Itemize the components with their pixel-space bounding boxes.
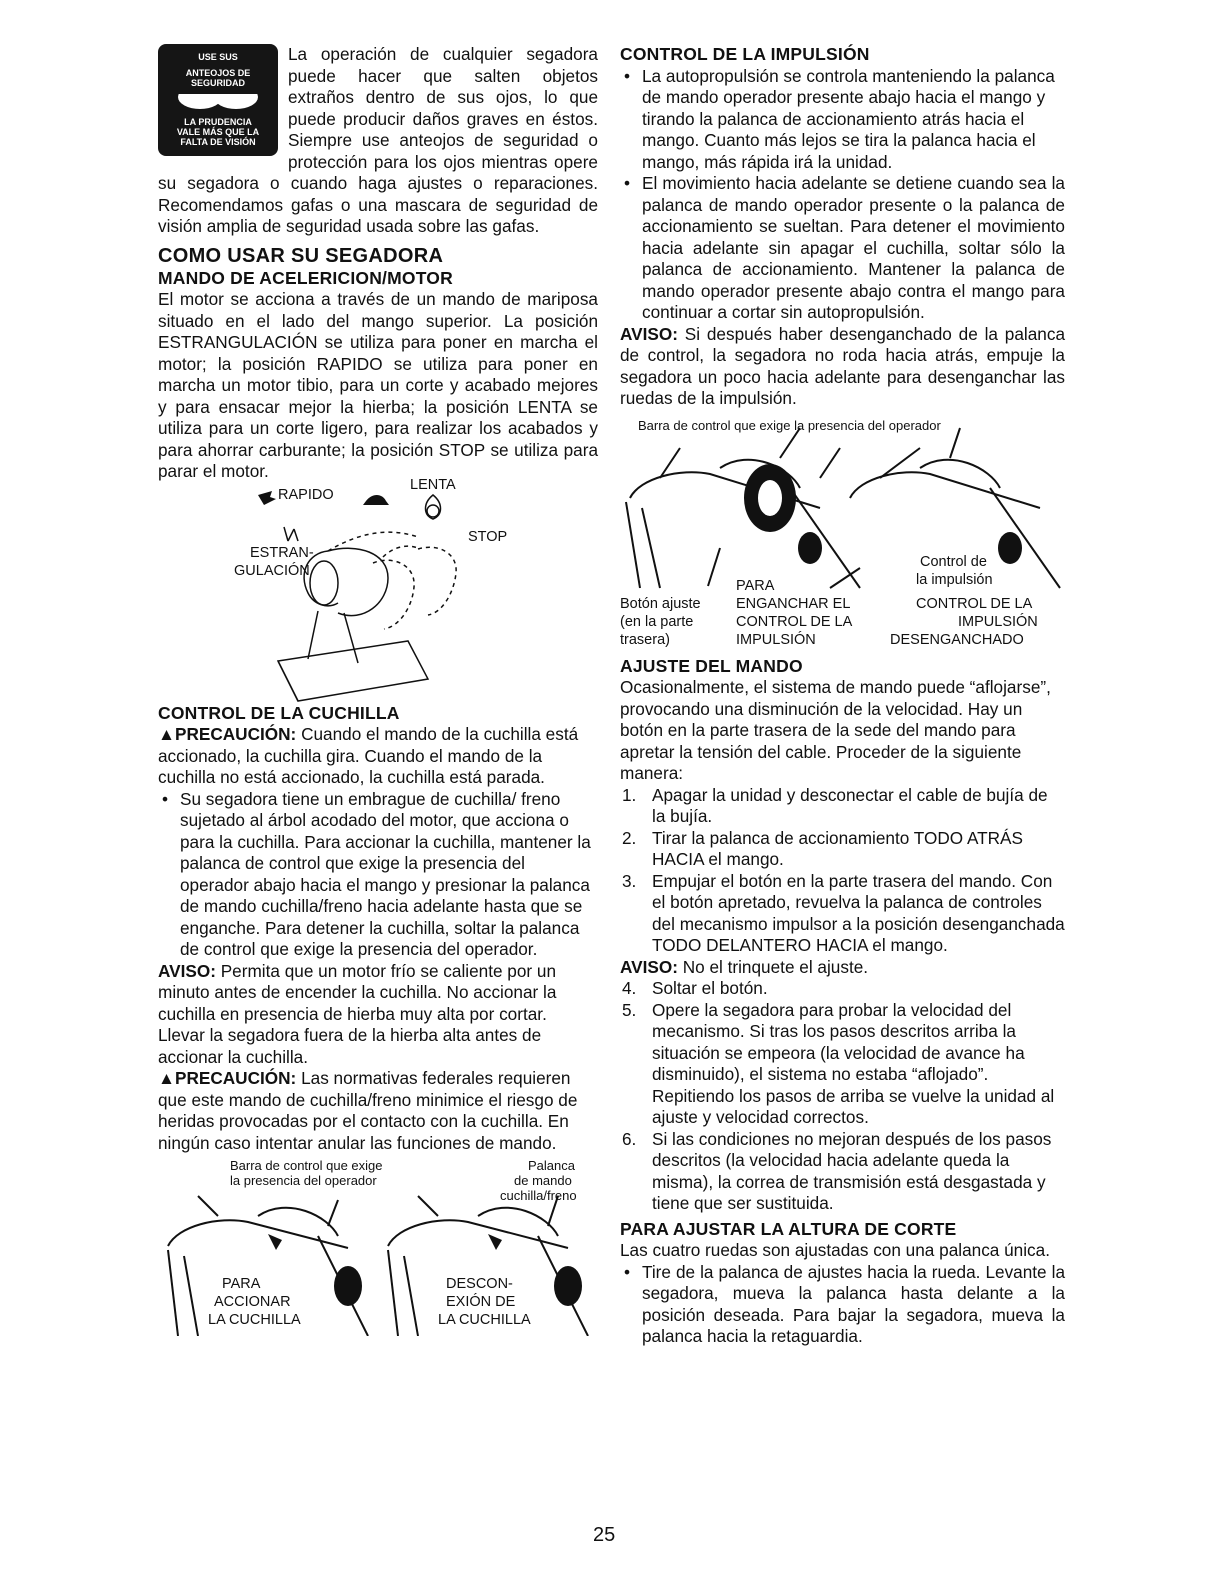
- aviso1-text: Permita que un motor frío se caliente por un minuto antes de encender la cuchilla. No accionar la cuchilla en presencia de hierba muy alta por cortar. Llevar la segadora fuera de la hierba alta antes de accionar la cuchilla.: [158, 960, 557, 1067]
- rabbit-icon: [258, 491, 276, 505]
- drive-bullet-2: • El movimiento hacia adelante se detiene cuando sea la palanca de mando operador presente o la palanca de accionamiento se sueltan. Para detener el movimiento hacia adelante sin apagar el cuchilla, soltar sólo la palanca de accionamiento. Mantener la palanca de mando operador presente abajo contra el mango para continuar a cortar sin autopropulsión.: [620, 173, 1065, 324]
- throttle-heading: MANDO DE ACELERICION/MOTOR: [158, 267, 453, 288]
- blade-bullet: • Su segadora tiene un embrague de cuchilla/ freno sujetado al árbol acodado del motor, que acciona o para la cuchilla. Para accionar la cuchilla, mantener la palanca de control que exige la presencia del operador abajo hacia el mango y presionar la palanca de mando cuchilla/freno hacia adelante hasta que se enganche. Para detener la cuchilla, soltar la palanca de control que exige la presencia del operador.: [158, 789, 598, 961]
- section-heading: COMO USAR SU SEGADORA: [158, 244, 444, 267]
- aviso-drive-label: AVISO:: [620, 323, 678, 344]
- blade-fig-bar-l2: la presencia del operador: [230, 1173, 377, 1188]
- turtle-icon: [363, 495, 389, 505]
- throttle-figure: [158, 476, 598, 703]
- blade-fig-desc-l2: EXIÓN DE: [446, 1294, 516, 1310]
- left-column: [158, 44, 598, 1336]
- badge-line1: USE SUS: [198, 52, 238, 62]
- badge-line4: LA PRUDENCIA: [184, 117, 252, 127]
- step-2: [620, 828, 1065, 871]
- adjust-text: Ocasionalmente, el sistema de mando puede “aflojarse”, provocando una disminución de la velocidad. Hay un botón en la parte trasera de la sede del mando para apretar la tensión del cable. Proceder de la siguiente manera:: [620, 677, 1051, 783]
- step-6-text: Si las condiciones no mejoran después de los pasos descritos (la velocidad hacia adelante queda la misma), la correa de transmisión está desgastada y tiene que ser sustituida.: [652, 1128, 1052, 1213]
- step-1-number: 1.: [622, 784, 637, 805]
- blade-fig-para-l1: PARA: [222, 1276, 261, 1292]
- goggles-icon: [158, 88, 278, 112]
- cut-height-text: Las cuatro ruedas son ajustadas con una palanca única.: [620, 1240, 1050, 1260]
- cut-height-bullet: • Tire de la palanca de ajustes hacia la rueda. Levante la segadora, mueva la palanca hasta delante a la posición deseada. Para bajar la segadora, mueva la palanca hacia la retaguardia.: [620, 1262, 1065, 1348]
- blade-fig-lever-l3: cuchilla/freno: [500, 1188, 577, 1203]
- aviso-drive-paragraph: [620, 324, 1065, 410]
- badge-line2: ANTEOJOS DE: [185, 68, 251, 78]
- blade-figure: [158, 1156, 598, 1336]
- blade-lever-knob-2: [554, 1266, 582, 1306]
- aviso-adjust-label: AVISO:: [620, 956, 678, 977]
- blade-fig-lever-l1: Palanca: [528, 1158, 575, 1173]
- step-5: [620, 1000, 1065, 1129]
- cut-height-heading: PARA AJUSTAR LA ALTURA DE CORTE: [620, 1218, 957, 1239]
- badge-line3: SEGURIDAD: [190, 78, 245, 88]
- step-1-text: Apagar la unidad y desconectar el cable de bujía de la bujía.: [652, 784, 1048, 826]
- drive-knob-1: [798, 532, 822, 564]
- caution2-paragraph: [158, 1068, 598, 1154]
- drive-fig-para: PARA: [736, 577, 775, 594]
- drive-control-heading: CONTROL DE LA IMPULSIÓN: [620, 44, 870, 64]
- drive-fig-dis-l3: DESENGANCHADO: [890, 631, 1024, 648]
- caution1-label-wrap: [158, 724, 296, 744]
- page-number: 25: [593, 1524, 616, 1546]
- drive-fig-eng-l1: ENGANCHAR EL: [736, 595, 851, 612]
- drive-fig-boton-l3: trasera): [620, 631, 670, 648]
- step-5-number: 5.: [622, 999, 637, 1020]
- drive-bullet-1: • La autopropulsión se controla manteniendo la palanca de mando operador presente abajo hacia el mango y tirando la palanca de accionamiento atrás hacia el mango. Cuanto más lejos se tira la palanca hacia el mango, más rápida irá la unidad.: [620, 66, 1065, 174]
- warning-triangle-icon: ▲: [158, 724, 176, 744]
- blade-control-heading: CONTROL DE LA CUCHILLA: [158, 702, 400, 723]
- caution1-text: Cuando el mando de la cuchilla está accionado, la cuchilla gira. Cuando el mando de la cuchilla no está accionado, la cuchilla está parada.: [158, 724, 579, 787]
- aviso1-paragraph: [158, 961, 598, 1069]
- throttle-lever-drawing: [158, 483, 598, 703]
- throttle-text: El motor se acciona a través de un mando de mariposa situado en el lado del mango superior. La posición ESTRANGULACIÓN se utiliza para poner en marcha el motor; la posición RAPIDO se utiliza para poner en marcha un motor tibio, para un corte y acabado mejores y para ensacar mejor la hierba; la posición LENTA se utiliza para un corte ligero, para realizar los acabados y para ahorrar carburante; la posición STOP se utiliza para parar el motor.: [158, 289, 598, 481]
- aviso1-label: AVISO:: [158, 960, 216, 981]
- step-2-text: Tirar la palanca de accionamiento TODO ATRÁS HACIA el mango.: [652, 827, 1023, 869]
- drive-fig-eng-l3: IMPULSIÓN: [736, 631, 816, 648]
- throttle-stop-label: STOP: [468, 528, 508, 545]
- step-4-text: Soltar el botón.: [652, 978, 768, 998]
- caution1-label: PRECAUCIÓN:: [175, 724, 297, 744]
- drive-fig-dis-l2: IMPULSIÓN: [958, 613, 1038, 630]
- step-2-number: 2.: [622, 827, 637, 848]
- blade-lever-knob-1: [334, 1266, 362, 1306]
- blade-fig-para-l3: LA CUCHILLA: [208, 1312, 301, 1328]
- drive-knob-2: [998, 532, 1022, 564]
- drive-fig-control-l2: la impulsión: [916, 571, 993, 588]
- step-1: [620, 785, 1065, 828]
- step-4: [620, 978, 1065, 1000]
- caution1-paragraph: [158, 724, 598, 789]
- blade-fig-desc-l3: LA CUCHILLA: [438, 1312, 531, 1328]
- blade-fig-bar-l1: Barra de control que exige: [230, 1158, 383, 1173]
- right-column: [620, 44, 1065, 1348]
- step-3-text: Empujar el botón en la parte trasera del mando. Con el botón apretado, revuelva la palanca de controles del mecanismo impulsor a la posición desenganchada TODO DELANTERO HACIA el mango.: [652, 870, 1065, 955]
- safety-glasses-badge: [158, 44, 278, 156]
- caution2-label: PRECAUCIÓN:: [175, 1068, 297, 1088]
- throttle-estran-label: ESTRAN-: [250, 544, 314, 561]
- throttle-lenta-label: LENTA: [410, 476, 456, 493]
- step-6: [620, 1129, 1065, 1215]
- aviso-drive-text: Si después haber desenganchado de la palanca de control, la segadora no roda hacia atrás, empuje la segadora un poco hacia adelante para desenganchar las ruedas de la impulsión.: [620, 323, 1065, 408]
- safety-intro: La operación de cualquier segadora puede hacer que salten objetos extraños dentro de sus ojos, lo que puede producir daños graves en éstos. Siempre use anteojos de seguridad o protección para los ojos mientras opere su segadora o cuando haga ajustes o reparaciones. Recomendamos gafas o una mascara de seguridad de visión amplia de seguridad usada sobre las gafas.: [158, 44, 598, 236]
- drive-fig-eng-l2: CONTROL DE LA: [736, 613, 853, 630]
- step-4-number: 4.: [622, 978, 637, 998]
- step-3: [620, 871, 1065, 957]
- badge-line5: VALE MÁS QUE LA: [176, 127, 260, 137]
- adjust-heading: AJUSTE DEL MANDO: [620, 655, 803, 676]
- badge-line6: FALTA DE VISIÓN: [180, 137, 256, 147]
- drive-fig-top-caption: Barra de control que exige la presencia del operador: [638, 417, 941, 433]
- drive-fig-boton-l1: Botón ajuste: [620, 595, 701, 612]
- blade-fig-desc-l1: DESCON-: [446, 1276, 513, 1292]
- aviso-adjust-paragraph: [620, 957, 1065, 979]
- blade-fig-para-l2: ACCIONAR: [214, 1294, 291, 1310]
- caution2-text: Las normativas federales requieren que este mando de cuchilla/freno minimice el riesgo de heridas provocadas por el contacto con la cuchilla. En ningún caso intentar anular las funciones de mando.: [158, 1068, 578, 1153]
- drive-figure: [620, 418, 1065, 652]
- throttle-rapido-label: RAPIDO: [278, 486, 334, 503]
- drive-fig-boton-l2: (en la parte: [620, 613, 694, 630]
- aviso-adjust-text: No el trinquete el ajuste.: [677, 956, 869, 977]
- step-3-number: 3.: [622, 870, 637, 891]
- caution2-label-wrap: [158, 1068, 296, 1088]
- throttle-gulacion-label: GULACIÓN: [234, 562, 310, 579]
- step-6-number: 6.: [622, 1128, 637, 1149]
- drive-fig-dis-l1: CONTROL DE LA: [916, 595, 1033, 612]
- blade-fig-lever-l2: de mando: [514, 1173, 572, 1188]
- drive-fig-control-l1: Control de: [920, 553, 987, 570]
- warning-triangle-icon-2: ▲: [158, 1068, 176, 1088]
- step-5-text: Opere la segadora para probar la velocidad del mecanismo. Si tras los pasos descritos arriba la situación se empeora (la velocidad de avance ha disminuido), el sistema no estaba “aflojado”. Repitiendo los pasos de arriba se vuelve la unidad al ajuste y velocidad correctos.: [652, 999, 1055, 1127]
